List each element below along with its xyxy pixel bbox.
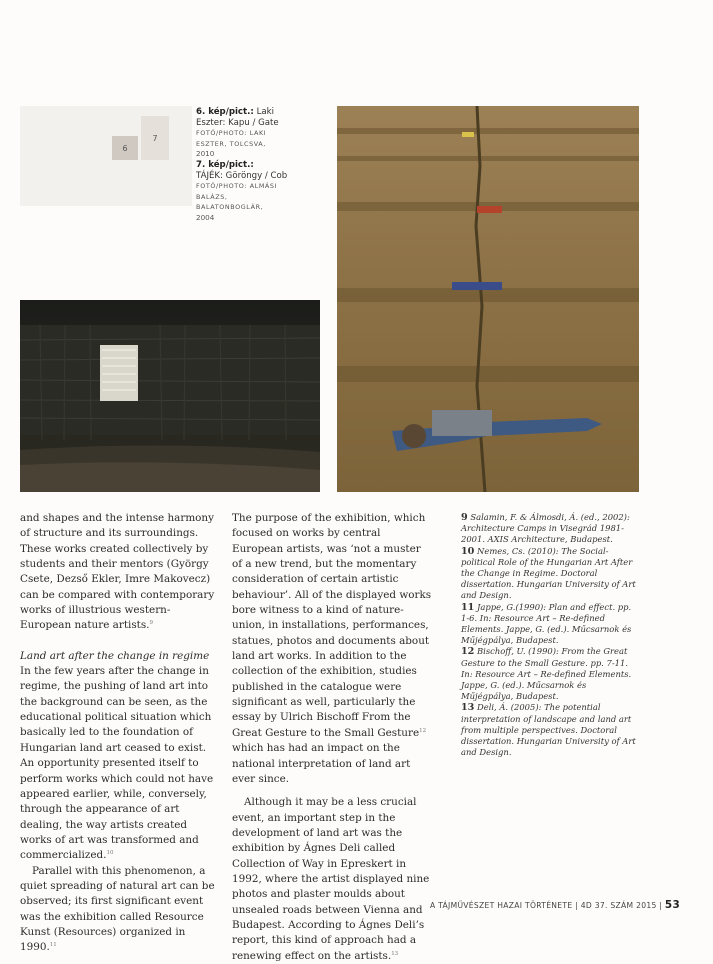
gate-photo [20,300,320,492]
column-1-paragraph-1-text: and shapes and the intense harmony of structure and its surroundings. These works created collectively by students and their mentors (György Csete, Dezső Ekler, Imre Makovecz) can be compared with contemporary works of illustrious western-European nature artists. [20,512,215,632]
caption-7-text: TÁJÉK: Göröngy / Cob [196,170,288,181]
column-2-paragraph-1-end: which has had an impact on the national interpretation of land art ever since. [232,742,411,785]
column-2-paragraph-2 [232,795,434,964]
article-column-2 [232,511,434,964]
footnote-ref-12: 12 [419,727,427,734]
footer-separator: | [575,901,581,910]
footnote-9 [461,512,641,546]
footnote-12 [461,646,641,702]
caption-6-year: 2010 [196,149,215,159]
page-number: 53 [664,899,680,911]
column-1-paragraph-2-text: In the few years after the change in regime, the pushing of land art into the background can be seen, as the educational political situation which basically led to the foundation of Hungarian land art ceased to exist. An opportunity presented itself to perform works which could not have appeared earlier, while, conversely, through the appearance of art dealing, the way artists created works of art was transformed and commercialized. [20,665,214,862]
caption-6-credit-1: FOTÓ/PHOTO: LAKI [196,129,267,138]
caption-7-credit-3: BALATONBOGLÁR, [196,203,264,212]
caption-7-credit-1: FOTÓ/PHOTO: ALMÁSI [196,182,278,191]
caption-7 [196,160,296,224]
footnote-ref-13: 13 [391,950,399,957]
image-captions [196,107,296,224]
cob-photo [337,106,639,492]
column-2-paragraph-2-text: Although it may be a less crucial event, an important step in the development of land art was the exhibition by Ágnes Deli called Collection of Way in Epreskert in 1992, where the artist displayed nine photos and plaster moulds about unsealed roads between Vienna and Budapest. According to Ágnes Deli’s report, this kind of approach had a renewing effect on the artists. [232,796,430,962]
thumbnail-strip [20,106,192,206]
footnote-12-text: Bischoff, U. (1990): From the Great Gesture to the Small Gesture. pp. 7-11. In: Resource Art – Re-defined Elements. Jappe, G. (ed.). Műcsarnok és Műjégpálya, Budapest. [461,646,632,702]
thumbnail-6 [112,136,138,160]
footnote-13-number: 13 [461,702,475,714]
caption-6-label: 6. kép/pict.: [196,107,254,117]
cob-photo-illustration [337,106,639,492]
thumbnail-7 [141,116,169,160]
thumbnail-7-number: 7 [152,133,158,143]
footnote-11-number: 11 [461,601,475,613]
caption-6-credit-2: ESZTER, TOLCSVA, [196,139,266,148]
gate-photo-illustration [20,300,320,492]
section-heading: Land art after the change in regime [20,649,210,662]
column-1-paragraph-2 [20,664,220,863]
thumbnail-6-number: 6 [122,143,128,153]
article-column-1 [20,511,220,956]
footnote-10-number: 10 [461,545,475,557]
footnote-11-text: Jappe, G.(1990): Plan and effect. pp. 1-6. In: Resource Art – Re-defined Elements. Jappe, G. (ed.). Műcsarnok és Műjégpálya, Budapest. [461,601,632,646]
footer-separator-2: | [659,901,665,910]
column-1-paragraph-1 [20,511,220,634]
footnote-9-number: 9 [461,512,468,523]
footnote-10 [461,546,641,602]
footnote-12-number: 12 [461,646,475,658]
caption-7-label: 7. kép/pict.: [196,159,254,170]
caption-7-year: 2004 [196,212,215,222]
footer-issue: 4D 37. SZÁM 2015 [580,901,657,910]
footnote-ref-10: 10 [106,850,114,857]
footnote-13-text: Deli, Á. (2005): The potential interpretation of landscape and land art from multiple perspectives. Doctoral dissertation. Hungarian University of Art and Design. [461,702,636,758]
column-2-paragraph-1 [232,511,434,787]
footnote-ref-11: 11 [49,942,57,949]
page-footer [430,899,680,911]
caption-7-credit-2: BALÁZS, [196,192,228,201]
footnote-ref-9: 9 [149,620,153,627]
caption-6 [196,107,296,160]
footnotes [461,512,641,758]
column-1-paragraph-3 [20,864,220,956]
footnote-9-text: Salamin, F. & Álmosdi, Á. (ed., 2002): Architecture Camps in Visegrád 1981-2001. AXIS Architecture, Budapest. [461,512,630,545]
footnote-10-text: Nemes, Cs. (2010): The Social-political Role of the Hungarian Art After the Change in Regime. Doctoral dissertation. Hungarian University of Art and Design. [461,545,636,601]
column-2-paragraph-1-text: The purpose of the exhibition, which focused on works by central European artists, was ‘not a muster of a new trend, but the momentary consideration of certain artistic behaviour’. All of the displayed works bore witness to a kind of nature-union, in installations, performances, statues, photos and documents about land art works. In addition to the collection of the exhibition, studies published in the catalogue were significant as well, particularly the essay by Ulrich Bischoff From the Great Gesture to the Small Gesture [232,512,432,739]
footnote-11 [461,602,641,647]
column-1-paragraph-3-text: Parallel with this phenomenon, a quiet spreading of natural art can be observed; its first significant event was the exhibition called Resource Kunst (Resources) organized in 1990. [20,864,215,954]
footer-title: A TÁJMŰVÉSZET HAZAI TÖRTÉNETE [430,901,573,910]
footnote-13 [461,702,641,758]
caption-6-text: Laki Eszter: Kapu / Gate [196,107,279,128]
